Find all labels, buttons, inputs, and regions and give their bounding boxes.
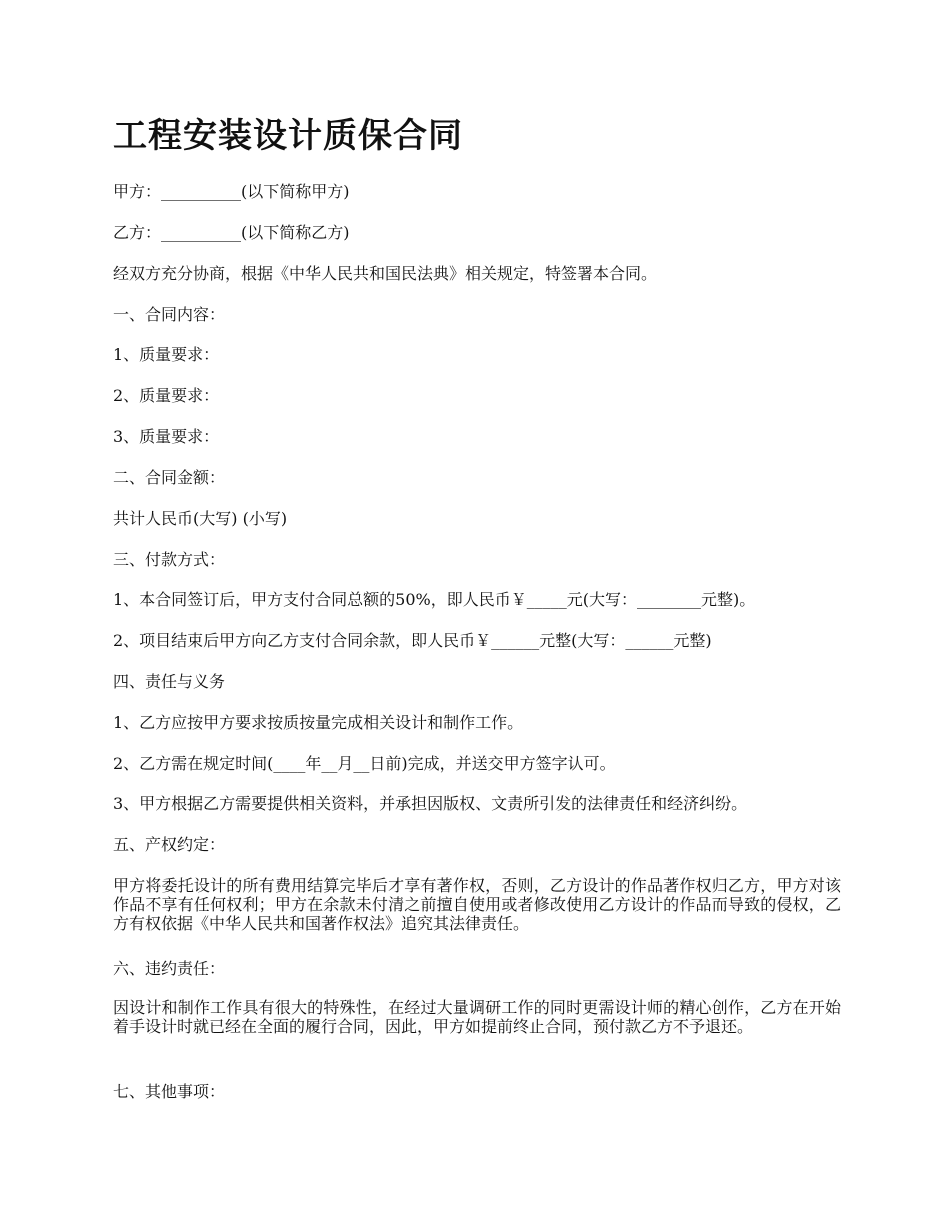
section-7-heading: 七、其他事项： <box>113 1082 226 1101</box>
section-4-heading: 四、责任与义务 <box>113 672 226 691</box>
duty-item-1: 1、乙方应按甲方要求按质按量完成相关设计和制作工作。 <box>113 713 524 732</box>
preamble: 经双方充分协商，根据《中华人民共和国民法典》相关规定，特签署本合同。 <box>113 264 658 283</box>
document-title: 工程安装设计质保合同 <box>113 116 463 156</box>
copyright-paragraph: 甲方将委托设计的所有费用结算完毕后才享有著作权，否则，乙方设计的作品著作权归乙方，甲方对该作品不享有任何权利；甲方在余款未付清之前擅自使用或者修改使用乙方设计的作品而导致的侵权，乙方有权依据《中华人民共和国著作权法》追究其法律责任。 <box>113 876 841 933</box>
section-5-heading: 五、产权约定： <box>113 835 226 854</box>
duty-item-2: 2、乙方需在规定时间(____年__月__日前)完成，并送交甲方签字认可。 <box>113 754 616 773</box>
section-1-heading: 一、合同内容： <box>113 305 226 324</box>
section-3-heading: 三、付款方式： <box>113 550 226 569</box>
breach-paragraph: 因设计和制作工作具有很大的特殊性，在经过大量调研工作的同时更需设计师的精心创作，乙方在开始着手设计时就已经在全面的履行合同，因此，甲方如提前终止合同，预付款乙方不予退还。 <box>113 998 841 1036</box>
section-6-heading: 六、违约责任： <box>113 959 226 978</box>
party-a-line: 甲方：__________(以下简称甲方) <box>113 182 350 201</box>
quality-item-1: 1、质量要求： <box>113 345 220 364</box>
contract-amount-line: 共计人民币(大写) (小写) <box>113 509 288 528</box>
quality-item-2: 2、质量要求： <box>113 386 220 405</box>
section-2-heading: 二、合同金额： <box>113 468 226 487</box>
payment-item-1: 1、本合同签订后，甲方支付合同总额的50%，即人民币￥_____元(大写：________元整)。 <box>113 590 756 609</box>
quality-item-3: 3、质量要求： <box>113 427 220 446</box>
party-b-line: 乙方：__________(以下简称乙方) <box>113 223 350 242</box>
duty-item-3: 3、甲方根据乙方需要提供相关资料，并承担因版权、文责所引发的法律责任和经济纠纷。 <box>113 794 748 813</box>
payment-item-2: 2、项目结束后甲方向乙方支付合同余款，即人民币￥______元整(大写：______元整) <box>113 631 712 650</box>
